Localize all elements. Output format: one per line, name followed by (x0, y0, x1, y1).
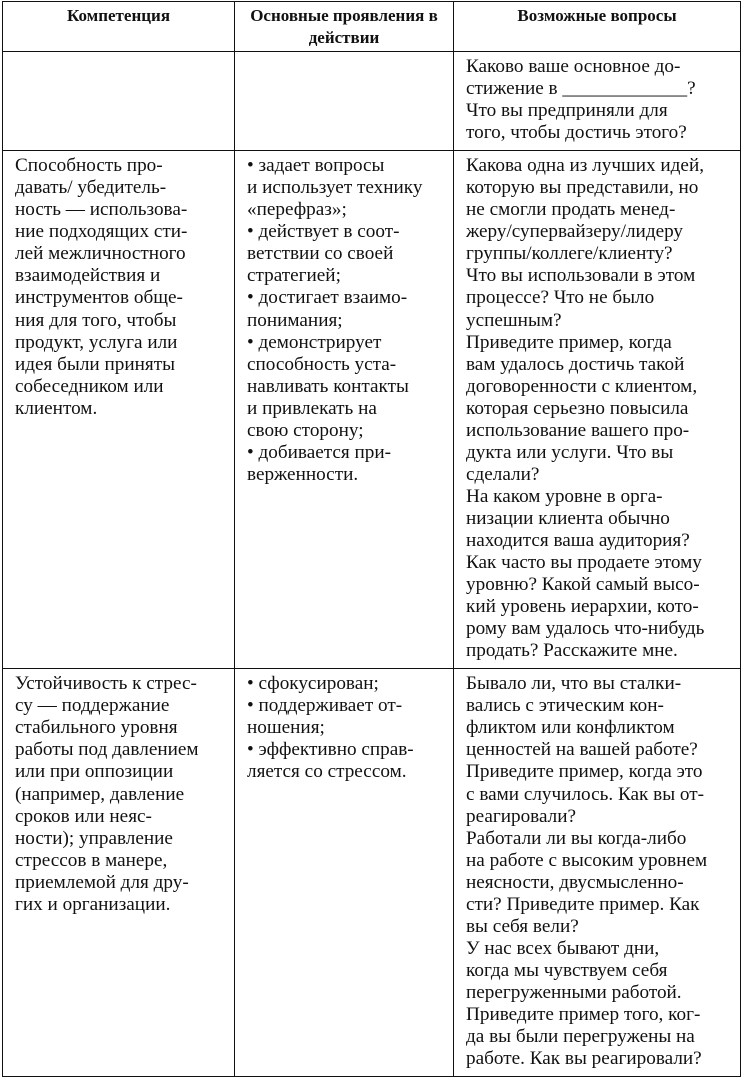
cell-text-line: ность — использова- (15, 199, 188, 221)
cell-text-line: понимания; (247, 309, 343, 331)
cell-text-line: собеседником или (15, 375, 164, 397)
cell-text-line: и привлекать на (247, 397, 377, 419)
cell-text-line: стабильного уровня (15, 717, 178, 739)
cell-text-line: «перефраз»; (247, 199, 347, 221)
cell-text-line: жеру/супервайзеру/лидеру (466, 221, 684, 243)
header-questions: Возможные вопросы (454, 2, 741, 52)
cell-text-line: Как часто вы продаете этому (466, 552, 702, 574)
cell-text-line: приемлемой для дру- (15, 871, 189, 893)
cell-text-line: клиентом. (15, 397, 98, 419)
table-body (3, 52, 741, 1077)
questions-cell (454, 669, 741, 1077)
cell-text-line: Приведите пример, когда это (466, 761, 703, 783)
cell-text-line: • поддерживает от- (247, 695, 403, 717)
cell-text-line: ношения; (247, 717, 325, 739)
cell-text-line: уровню? Какой самый высо- (466, 574, 700, 596)
cell-text-line: сти? Приведите пример. Как (466, 893, 700, 915)
cell-text-line: реагировали? (466, 805, 577, 827)
table-row (3, 52, 741, 151)
questions-cell (454, 52, 741, 151)
cell-text-line: Что вы использовали в этом (466, 265, 696, 287)
cell-text-line: стижение в _____________? (466, 78, 696, 100)
cell-text-line: ляется со стрессом. (247, 761, 407, 783)
cell-text-line: стрессов в манере, (15, 849, 168, 871)
cell-text-line: перегруженными работой. (466, 981, 682, 1003)
cell-text-line: навливать контакты (247, 375, 409, 397)
cell-text-line: У нас всех бывают дни, (466, 937, 660, 959)
cell-text-line: Способность про- (15, 155, 163, 177)
cell-text-line: которая серьезно повысила (466, 397, 689, 419)
cell-text-line: сделали? (466, 463, 540, 485)
cell-text-line: или при оппозиции (15, 761, 174, 783)
questions-cell (454, 151, 741, 669)
cell-text-line: когда мы чувствуем себя (466, 959, 668, 981)
header-manifestations: Основные проявления в действии (235, 2, 454, 52)
cell-text-line: стратегией; (247, 265, 341, 287)
manifestations-cell (235, 52, 454, 151)
cell-text-line: кий уровень иерархии, кото- (466, 596, 699, 618)
cell-text-line: На каком уровне в орга- (466, 485, 663, 507)
cell-text-line: • задает вопросы (247, 155, 385, 177)
competence-cell (3, 669, 235, 1077)
header-competence: Компетенция (3, 2, 235, 52)
cell-text-line: работе. Как вы реагировали? (466, 1048, 702, 1070)
cell-text-line: Бывало ли, что вы сталки- (466, 673, 682, 695)
competence-cell (3, 52, 235, 151)
cell-text-line: с вами случилось. Как вы от- (466, 783, 704, 805)
cell-text-line: ние подходящих сти- (15, 221, 188, 243)
cell-text-line: не смогли продать менед- (466, 199, 676, 221)
cell-text-line: способность уста- (247, 353, 397, 375)
cell-text-line: да вы были перегружены на (466, 1026, 695, 1048)
cell-text-line: • эффективно справ- (247, 739, 414, 761)
cell-text-line: давать/ убедитель- (15, 177, 167, 199)
cell-text-line: рому вам удалось что-нибудь (466, 618, 705, 640)
cell-text-line: • сфокусирован; (247, 673, 379, 695)
cell-text-line: дукта или услуги. Что вы (466, 441, 674, 463)
cell-text-line: Устойчивость к стрес- (15, 673, 197, 695)
cell-text-line: ния для того, чтобы (15, 309, 177, 331)
cell-text-line: договоренности с клиентом, (466, 375, 698, 397)
cell-text-line: сроков или неяс- (15, 805, 152, 827)
cell-text-line: вы себя вели? (466, 915, 579, 937)
cell-text-line: которую вы представили, но (466, 177, 699, 199)
cell-text-line: ценностей на вашей работе? (466, 739, 698, 761)
cell-text-line: • действует в соот- (247, 221, 400, 243)
cell-text-line: Работали ли вы когда-либо (466, 827, 687, 849)
cell-text-line: (например, давление (15, 783, 185, 805)
cell-text-line: продукт, услуга или (15, 331, 178, 353)
cell-text-line: ветствии со своей (247, 243, 394, 265)
cell-text-line: идея были приняты (15, 353, 175, 375)
cell-text-line: того, чтобы достичь этого? (466, 122, 687, 144)
cell-text-line: вам удалось достичь такой (466, 353, 685, 375)
cell-text-line: инструментов обще- (15, 287, 183, 309)
table-row (3, 151, 741, 669)
cell-text-line: успешным? (466, 309, 562, 331)
cell-text-line: Что вы предприняли для (466, 100, 668, 122)
cell-text-line: вались с этическим кон- (466, 695, 664, 717)
cell-text-line: процессе? Что не было (466, 287, 655, 309)
table-header-row (3, 2, 741, 52)
manifestations-cell (235, 151, 454, 669)
cell-text-line: Каково ваше основное до- (466, 56, 681, 77)
competence-cell (3, 151, 235, 669)
cell-text-line: • демонстрирует (247, 331, 382, 353)
cell-text-line: свою сторону; (247, 419, 364, 441)
cell-text-line: использование вашего про- (466, 419, 690, 441)
cell-text-line: • добивается при- (247, 441, 392, 463)
cell-text-line: низации клиента обычно (466, 507, 670, 529)
table-row (3, 669, 741, 1077)
cell-text-line: взаимодействия и (15, 265, 161, 287)
competency-table (2, 1, 741, 1077)
cell-text-line: работы под давлением (15, 739, 199, 761)
cell-text-line: продать? Расскажите мне. (466, 640, 678, 662)
cell-text-line: ности); управление (15, 827, 173, 849)
cell-text-line: на работе с высоким уровнем (466, 849, 708, 871)
cell-text-line: фликтом или конфликтом (466, 717, 675, 739)
cell-text-line: и использует технику (247, 177, 423, 199)
manifestations-cell (235, 669, 454, 1077)
cell-text-line: группы/коллеге/клиенту? (466, 243, 673, 265)
cell-text-line: Приведите пример того, ког- (466, 1003, 701, 1025)
cell-text-line: Какова одна из лучших идей, (466, 155, 705, 177)
cell-text-line: неясности, двусмысленно- (466, 871, 684, 893)
cell-text-line: су — поддержание (15, 695, 170, 717)
cell-text-line: лей межличностного (15, 243, 186, 265)
cell-text-line: находится ваша аудитория? (466, 529, 690, 551)
cell-text-line: верженности. (247, 463, 359, 485)
cell-text-line: • достигает взаимо- (247, 287, 408, 309)
cell-text-line: Приведите пример, когда (466, 331, 672, 353)
cell-text-line: гих и организации. (15, 893, 171, 915)
